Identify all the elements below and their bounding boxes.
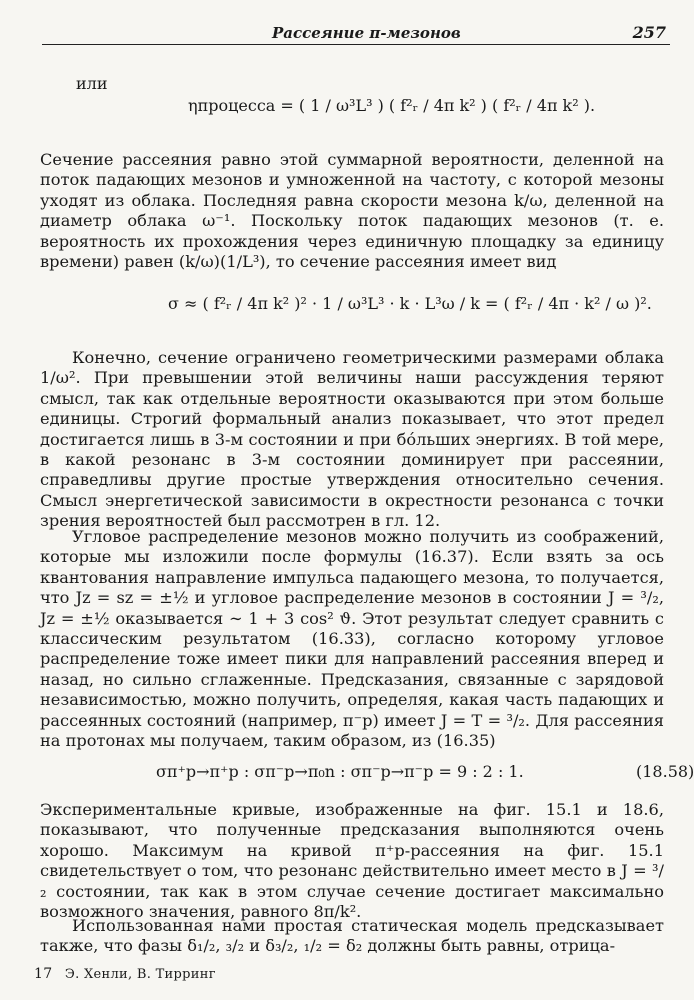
paragraph-5: Использованная нами простая статическая модель предсказывает также, что фазы δ₁/₂, ₃/₂ и δ₃/₂, ₁/₂ = δ₂ должны быть равны, отрица- [40,916,664,956]
page-header [42,18,670,45]
paragraph-4: Экспериментальные кривые, изображенные на фиг. 15.1 и 18.6, показывают, что полученные предсказания выполняются очень хорошо. Максимум на кривой π⁺p-рассеяния на фиг. 15.1 свидетельствует о том, что резонанс действительно имеет место в J = ³/₂ состоянии, так как в этом случае сечение достигает максимально возможного значения, равного 8π/k². [40,800,664,922]
equation-number: (18.58) [636,762,694,781]
page-footer [34,966,216,982]
paragraph-1: Сечение рассеяния равно этой суммарной вероятности, деленной на поток падающих мезонов и умноженной на частоту, с которой мезоны уходят из облака. Последняя равна скорости мезона k/ω, деленной на диаметр облака ω⁻¹. Поскольку поток падающих мезонов (т. е. вероятность их прохождения через единичную площадку за единицу времени) равен (k/ω)(1/L³), то сечение рассеяния имеет вид [40,150,664,272]
formula-eta: ηпроцесса = ( 1 / ω³L³ ) ( f²ᵣ / 4π k² ) ( f²ᵣ / 4π k² ). [188,96,596,115]
paragraph-3: Угловое распределение мезонов можно получить из соображений, которые мы изложили после формулы (16.37). Если взять за ось квантования направление импульса падающего мезона, то получается, что Jz = sz = ±½ и угловое распределение мезонов в состоянии J = ³/₂, Jz = ±½ оказывается ∼ 1 + 3 cos² ϑ. Этот результат следует сравнить с классическим результатом (16.33), согласно которому угловое распределение тоже имеет пики для направлений рассеяния вперед и назад, но сильно сглаженные. Предсказания, связанные с зарядовой независимостью, можно получить, определяя, какая часть падающих и рассеянных состояний (например, π⁻p) имеет J = T = ³/₂. Для рассеяния на протонах мы получаем, таким образом, из (16.35) [40,527,664,751]
lead-word: или [76,74,108,93]
signature-mark: 17 [34,966,53,982]
page-number: 257 [632,23,666,42]
running-title: Рассеяние π-мезонов [272,24,461,42]
authors: Э. Хенли, В. Тирринг [64,967,216,982]
formula-sigma: σ ≈ ( f²ᵣ / 4π k² )² · 1 / ω³L³ · k · L³ω / k = ( f²ᵣ / 4π · k² / ω )². [168,294,652,313]
paragraph-2: Конечно, сечение ограничено геометрическими размерами облака 1/ω². При превышении этой величины наши рассуждения теряют смысл, так как отдельные вероятности оказываются при этом больше единицы. Строгий формальный анализ показывает, что этот предел достигается лишь в 3-м состоянии и при бо́льших энергиях. В той мере, в какой резонанс в 3-м состоянии доминирует при рассеянии, справедливы другие простые утверждения относительно сечения. Смысл энергетической зависимости в окрестности резонанса с точки зрения вероятностей был рассмотрен в гл. 12. [40,348,664,531]
formula-ratio: σπ⁺p→π⁺p : σπ⁻p→π₀n : σπ⁻p→π⁻p = 9 : 2 : 1. [156,762,524,781]
